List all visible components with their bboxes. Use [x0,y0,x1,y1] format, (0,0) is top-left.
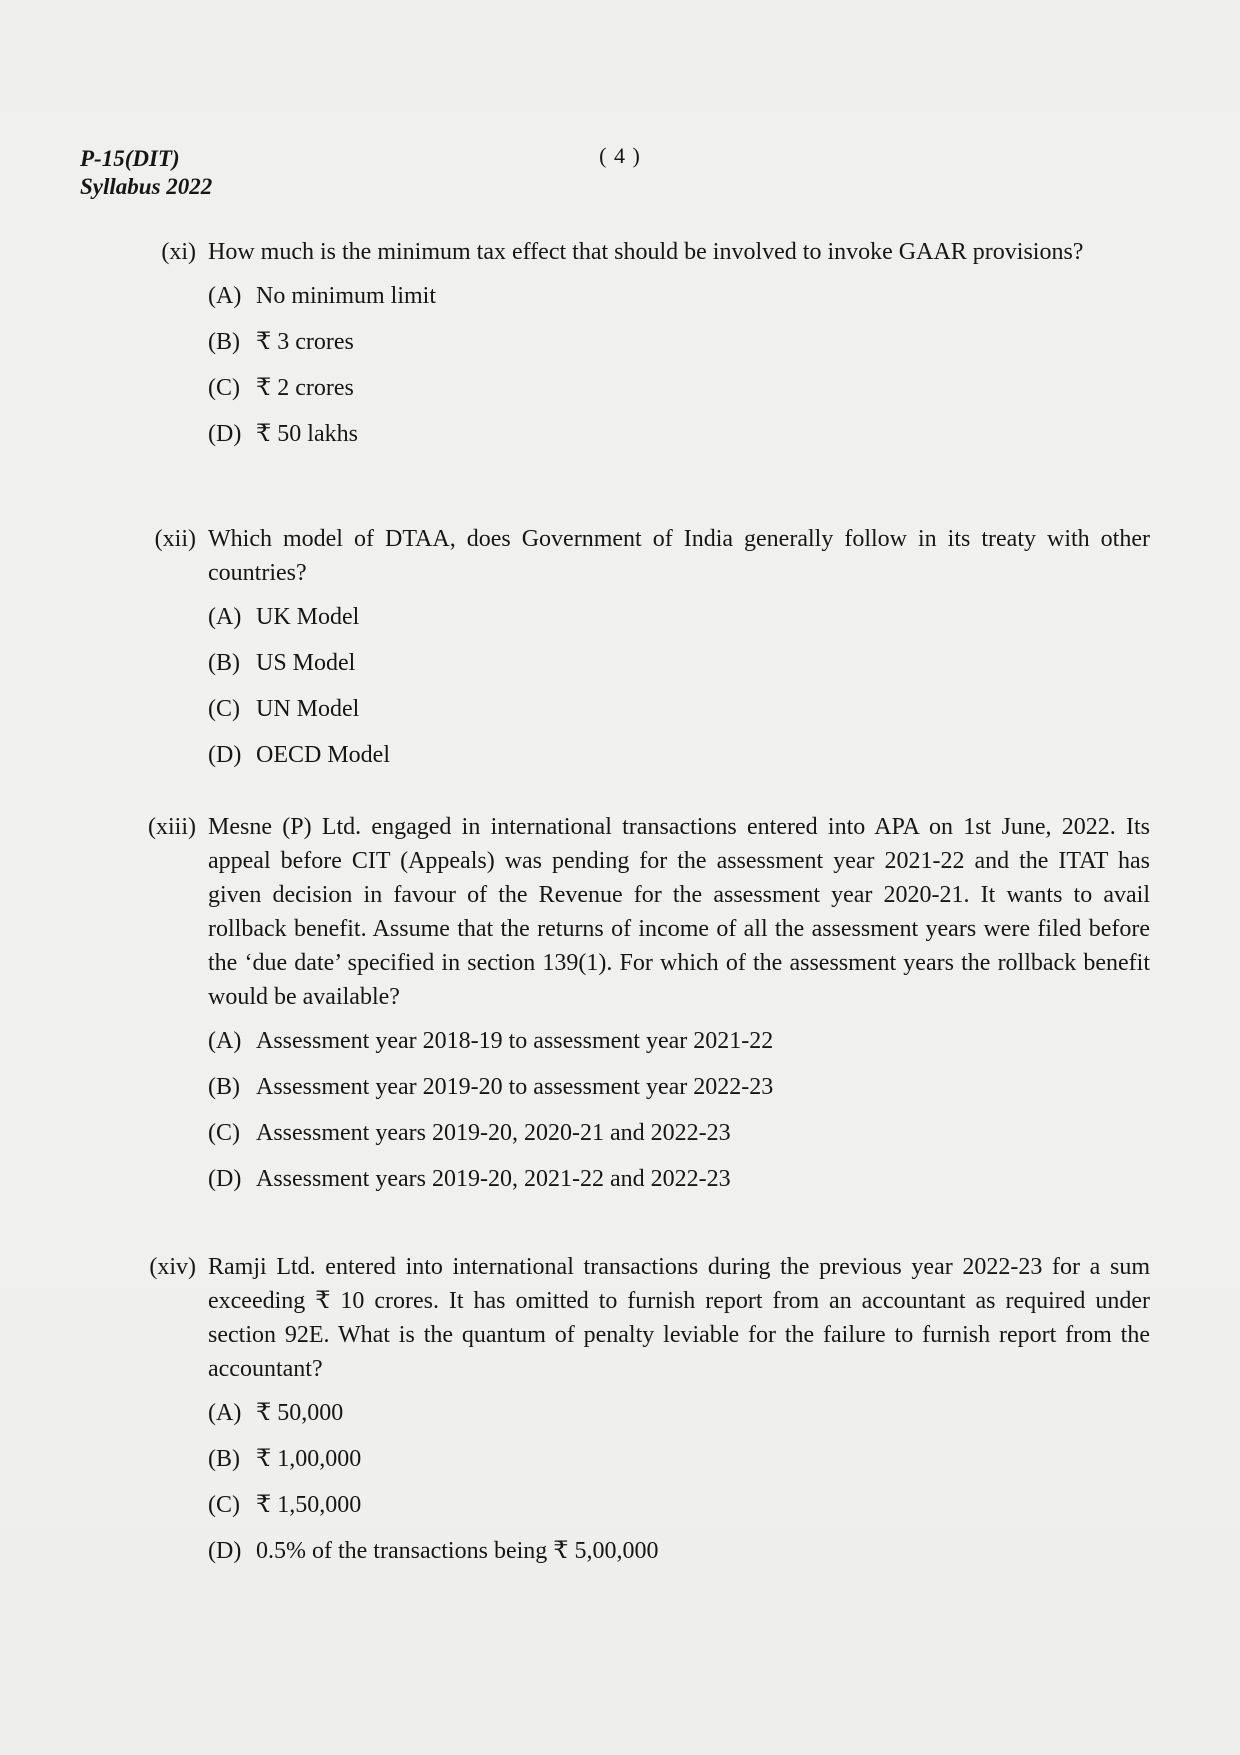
option-letter: (A) [208,1400,242,1426]
option-d [208,1156,1150,1202]
option-letter: (B) [208,650,240,676]
option-letter: (C) [208,1120,240,1146]
question-number: (xiv) [149,1254,196,1280]
option-text: UK Model [256,604,360,630]
paper-code: P-15(DIT) [80,146,180,171]
option-d [208,411,1150,457]
syllabus-label: Syllabus 2022 [80,174,213,199]
option-text: ₹ 3 crores [256,329,354,355]
option-list [208,273,1150,457]
option-b [208,640,1150,686]
option-d [208,1528,1150,1574]
option-text: Assessment years 2019-20, 2021-22 and 2022-23 [256,1166,731,1192]
question-xiv [140,1250,1150,1574]
option-letter: (D) [208,1538,242,1564]
option-b [208,1436,1150,1482]
option-c [208,686,1150,732]
option-text: ₹ 50,000 [256,1400,344,1426]
question-text: Mesne (P) Ltd. engaged in international transactions entered into APA on 1st June, 2022. Its appeal before CIT (Appeals) was pending for the assessment year 2021-22 and the ITAT has given decision in favour of the Revenue for the assessment year 2020-21. It wants to avail rollback benefit. Assume that the returns of income of all the assessment years were filed before the ‘due date’ specified in section 139(1). For which of the assessment years the rollback benefit would be available? [208,814,1150,1010]
question-xi [140,235,1150,457]
option-text: Assessment year 2018-19 to assessment year 2021-22 [256,1028,774,1054]
option-letter: (C) [208,1492,240,1518]
question-number: (xii) [154,526,196,552]
option-letter: (D) [208,1166,242,1192]
question-xii [140,522,1150,778]
option-text: US Model [256,650,356,676]
question-number: (xi) [161,239,196,265]
option-c [208,1110,1150,1156]
option-d [208,732,1150,778]
option-letter: (A) [208,283,242,309]
option-letter: (A) [208,1028,242,1054]
option-c [208,1482,1150,1528]
option-list [208,1018,1150,1202]
option-a [208,273,1150,319]
option-text: No minimum limit [256,283,437,309]
option-text: Assessment years 2019-20, 2020-21 and 2022-23 [256,1120,731,1146]
option-letter: (B) [208,1446,240,1472]
option-text: ₹ 50 lakhs [256,421,358,447]
option-text: ₹ 2 crores [256,375,354,401]
option-c [208,365,1150,411]
question-text: Which model of DTAA, does Government of India generally follow in its treaty with other countries? [208,526,1150,586]
option-text: UN Model [256,696,360,722]
option-a [208,1390,1150,1436]
option-list [208,594,1150,778]
option-b [208,1064,1150,1110]
page-number: ( 4 ) [599,143,641,168]
option-text: OECD Model [256,742,390,768]
option-list [208,1390,1150,1574]
option-letter: (D) [208,742,242,768]
option-letter: (C) [208,375,240,401]
option-text: ₹ 1,50,000 [256,1492,362,1518]
option-a [208,594,1150,640]
option-letter: (A) [208,604,242,630]
option-b [208,319,1150,365]
question-number: (xiii) [148,814,196,840]
option-a [208,1018,1150,1064]
question-xiii [140,810,1150,1202]
option-text: Assessment year 2019-20 to assessment year 2022-23 [256,1074,774,1100]
question-text: Ramji Ltd. entered into international transactions during the previous year 2022-23 for a sum exceeding ₹ 10 crores. It has omitted to furnish report from an accountant as required under section 92E. What is the quantum of penalty leviable for the failure to furnish report from the accountant? [208,1254,1150,1382]
question-text: How much is the minimum tax effect that should be involved to invoke GAAR provisions? [208,239,1084,265]
option-letter: (B) [208,1074,240,1100]
option-text: 0.5% of the transactions being ₹ 5,00,000 [256,1538,659,1564]
option-letter: (C) [208,696,240,722]
option-letter: (D) [208,421,242,447]
option-letter: (B) [208,329,240,355]
option-text: ₹ 1,00,000 [256,1446,362,1472]
